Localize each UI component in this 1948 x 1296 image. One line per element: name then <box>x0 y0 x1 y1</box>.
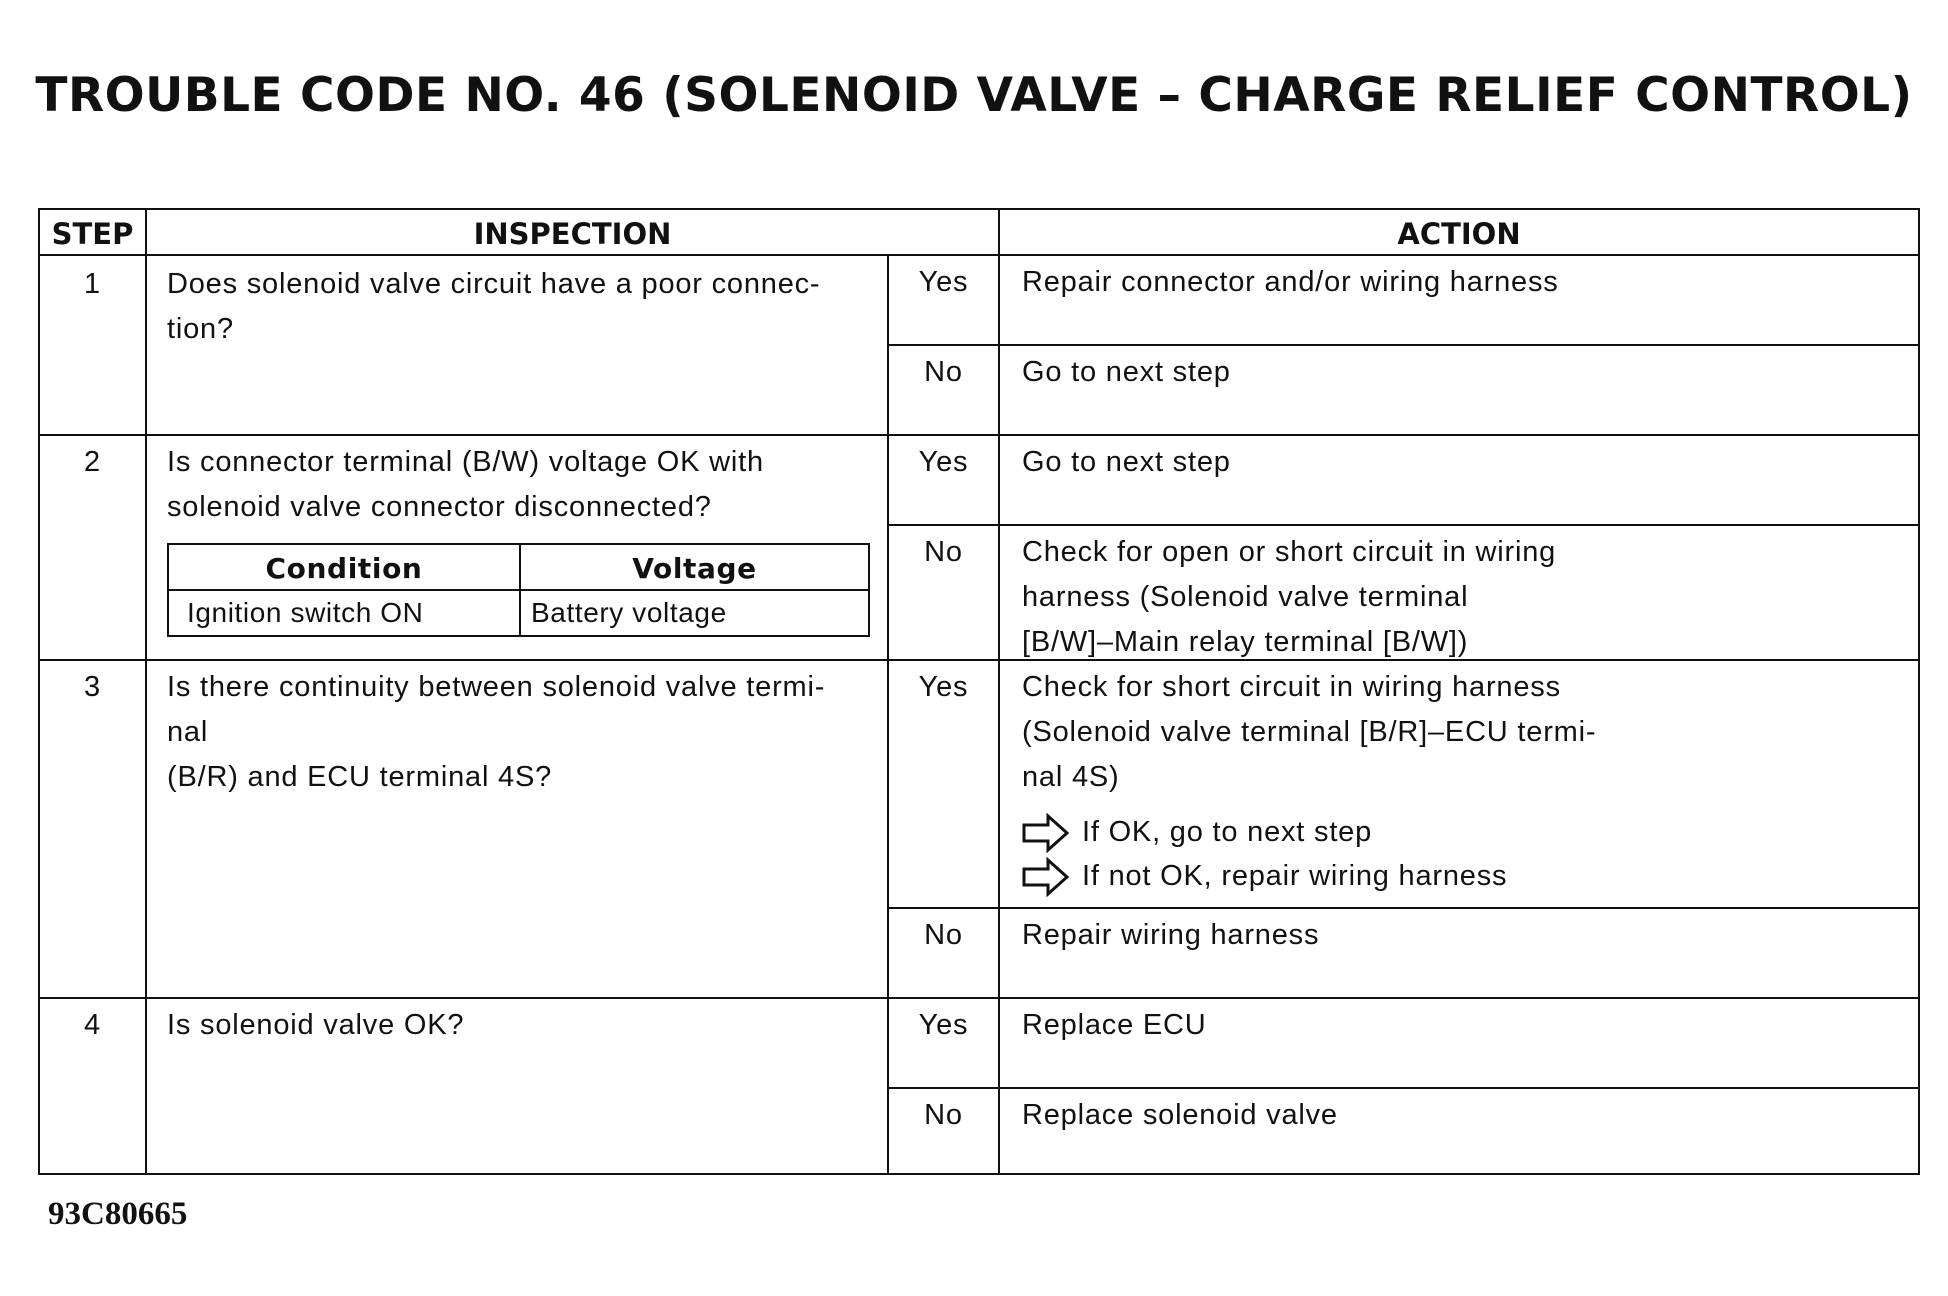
divider <box>145 210 147 1173</box>
divider <box>40 434 1918 436</box>
no-label: No <box>924 1099 963 1131</box>
trouble-code-table <box>38 208 1920 1175</box>
bullet-not-ok-text: If not OK, repair wiring harness <box>1082 860 1508 892</box>
divider <box>887 344 1918 346</box>
action-text: Go to next step <box>1022 356 1231 388</box>
hollow-right-arrow-icon <box>1022 857 1070 897</box>
divider <box>40 254 1918 256</box>
bullet-ok <box>1022 810 1372 854</box>
action-text: Check for short circuit in wiring harness (Solenoid valve terminal [B/R]–ECU termi- nal 4S) <box>1022 671 1597 793</box>
bullet-ok-text: If OK, go to next step <box>1082 816 1373 848</box>
step-number: 1 <box>84 268 101 300</box>
action-text: Replace ECU <box>1022 1009 1207 1041</box>
action-text: Replace solenoid valve <box>1022 1099 1338 1131</box>
action-text: Repair connector and/or wiring harness <box>1022 266 1559 298</box>
bullet-not-ok <box>1022 854 1507 898</box>
voltage-value: Battery voltage <box>531 597 727 628</box>
condition-voltage-table <box>167 543 870 637</box>
divider <box>887 907 1918 909</box>
page-title: TROUBLE CODE NO. 46 (SOLENOID VALVE – CHARGE RELIEF CONTROL) <box>35 68 1913 123</box>
condition-header: Condition <box>265 552 423 585</box>
yes-label: Yes <box>918 671 969 703</box>
action-text: Go to next step <box>1022 446 1231 478</box>
header-step: STEP <box>51 217 134 251</box>
hollow-right-arrow-icon <box>1022 813 1070 853</box>
no-label: No <box>924 919 963 951</box>
step-number: 3 <box>84 671 101 703</box>
inspection-question: Is connector terminal (B/W) voltage OK with solenoid valve connector disconnected? <box>167 446 764 523</box>
action-text: Repair wiring harness <box>1022 919 1320 951</box>
figure-id: 93C80665 <box>48 1196 188 1232</box>
no-label: No <box>924 536 963 568</box>
action-text: Check for open or short circuit in wiring harness (Solenoid valve terminal [B/W]–Main relay terminal [B/W]) <box>1022 536 1557 658</box>
divider <box>998 210 1000 1173</box>
divider <box>887 524 1918 526</box>
condition-value: Ignition switch ON <box>187 597 424 628</box>
step-number: 4 <box>84 1009 101 1041</box>
yes-label: Yes <box>918 1009 969 1041</box>
yes-label: Yes <box>918 266 969 298</box>
step-number: 2 <box>84 446 101 478</box>
inspection-question: Is there continuity between solenoid valve termi- nal (B/R) and ECU terminal 4S? <box>167 671 826 793</box>
no-label: No <box>924 356 963 388</box>
yes-label: Yes <box>918 446 969 478</box>
header-action: ACTION <box>1397 217 1521 251</box>
divider <box>887 1087 1918 1089</box>
inspection-question: Does solenoid valve circuit have a poor connec- tion? <box>167 268 821 345</box>
inspection-question: Is solenoid valve OK? <box>167 1009 465 1041</box>
divider <box>40 997 1918 999</box>
header-inspection: INSPECTION <box>473 217 672 251</box>
voltage-header: Voltage <box>632 552 757 585</box>
